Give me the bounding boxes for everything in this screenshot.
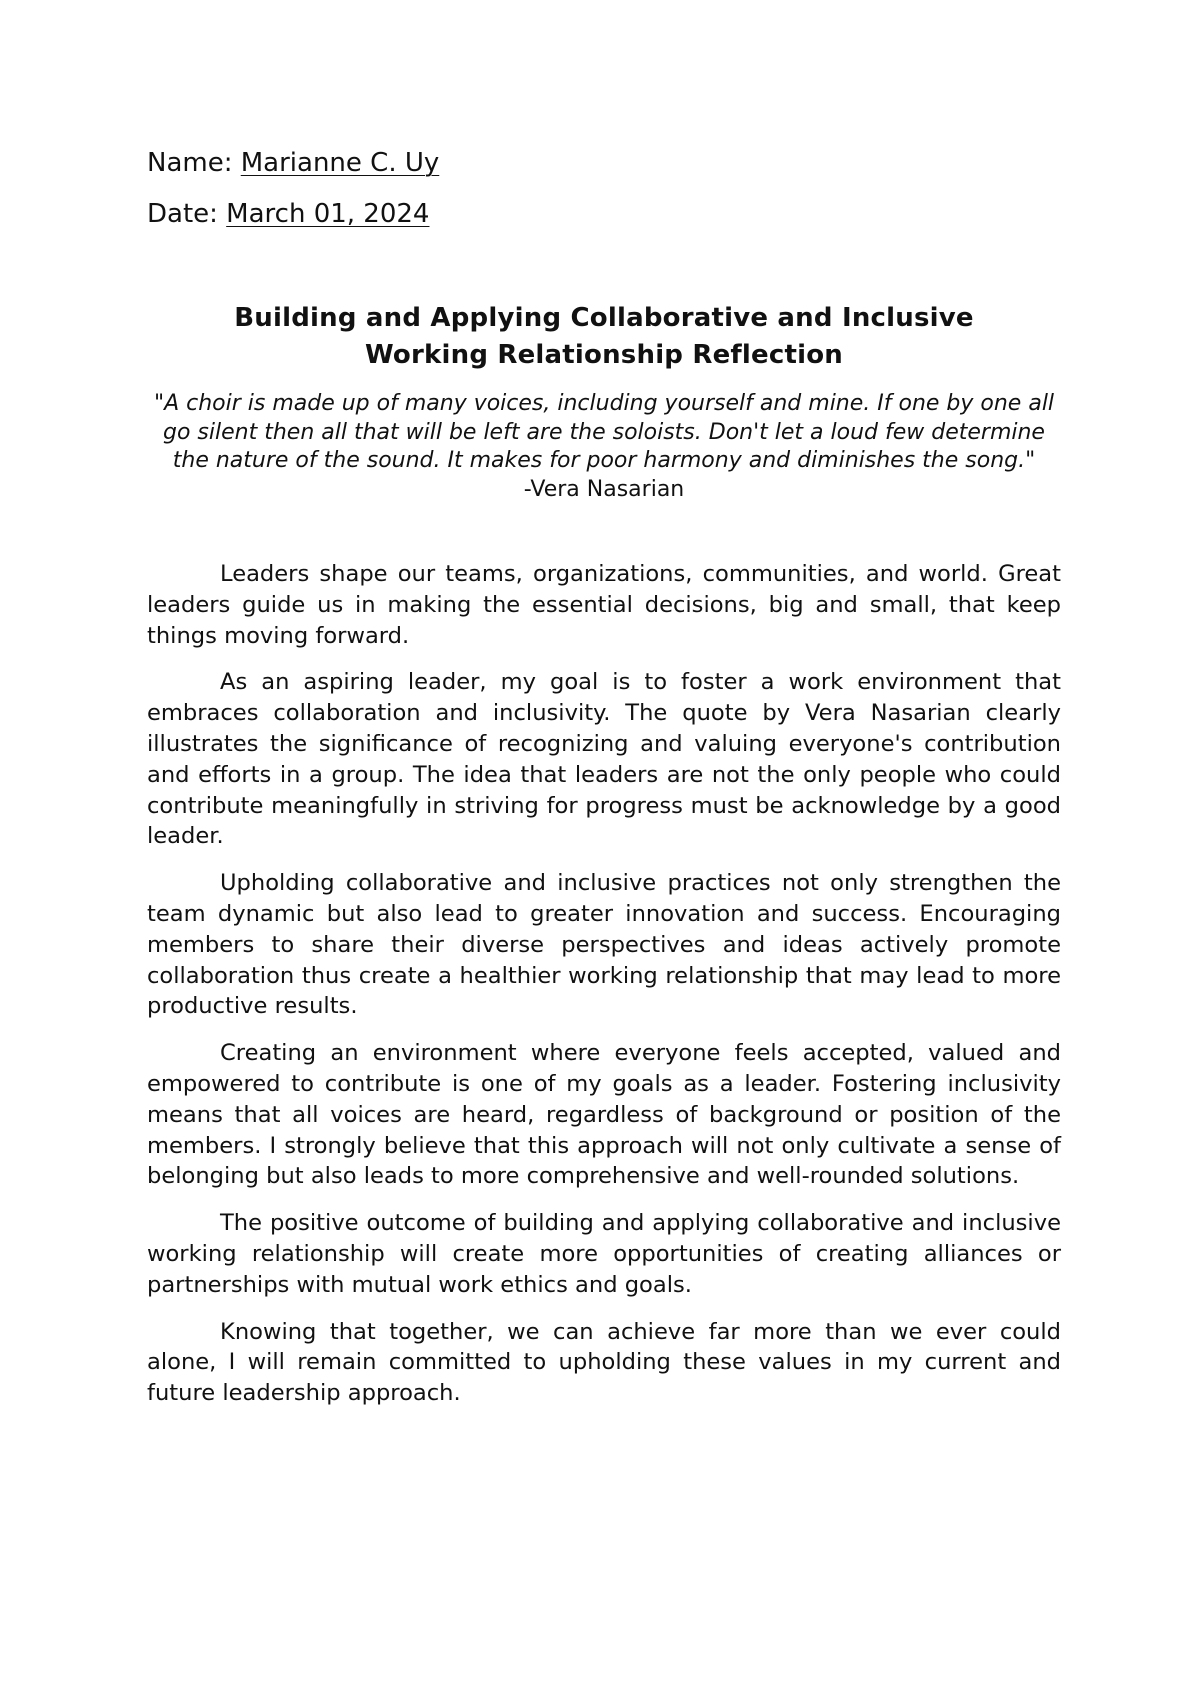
name-line bbox=[147, 146, 439, 180]
paragraph-3: Upholding collaborative and inclusive practices not only strengthen the team dynamic but also lead to greater innovation and success. Encouraging members to share their diverse perspectives and ideas actively promote collaboration thus create a healthier working relationship that may lead to more productive results. bbox=[147, 870, 1061, 1020]
quote-author: -Vera Nasarian bbox=[523, 476, 685, 502]
name-label: Name: bbox=[147, 148, 233, 178]
epigraph-quote bbox=[147, 390, 1061, 504]
paragraph-4: Creating an environment where everyone feels accepted, valued and empowered to contribute is one of my goals as a leader. Fostering inclusivity means that all voices are heard, regardless of background or position of the members. I strongly believe that this approach will not only cultivate a sense of belonging but also leads to more comprehensive and well-rounded solutions. bbox=[147, 1040, 1061, 1190]
quote-text: "A choir is made up of many voices, including yourself and mine. If one by one all go silent then all that will be left are the soloists. Don't let a loud few determine the nature of the sound. It makes for poor harmony and diminishes the song." bbox=[153, 391, 1055, 473]
date-line bbox=[147, 197, 429, 231]
paragraph-5: The positive outcome of building and applying collaborative and inclusive working relationship will create more opportunities of creating alliances or partnerships with mutual work ethics and goals. bbox=[147, 1210, 1061, 1298]
paragraph-6: Knowing that together, we can achieve far more than we ever could alone, I will remain committed to upholding these values in my current and future leadership approach. bbox=[147, 1318, 1061, 1407]
date-label: Date: bbox=[147, 199, 218, 229]
reflection-body bbox=[147, 559, 1061, 1425]
paragraph-1: Leaders shape our teams, organizations, communities, and world. Great leaders guide us in making the essential decisions, big and small, that keep things moving forward. bbox=[147, 561, 1061, 649]
document-title bbox=[147, 300, 1061, 374]
name-value: Marianne C. Uy bbox=[240, 148, 440, 178]
date-value: March 01, 2024 bbox=[226, 199, 430, 229]
title-line-2: Working Relationship Reflection bbox=[364, 340, 844, 370]
title-line-1: Building and Applying Collaborative and Inclusive bbox=[234, 303, 974, 333]
document-page bbox=[147, 0, 1061, 1696]
paragraph-2: As an aspiring leader, my goal is to foster a work environment that embraces collaboration and inclusivity. The quote by Vera Nasarian clearly illustrates the significance of recognizing and valuing everyone's contribution and efforts in a group. The idea that leaders are not the only people who could contribute meaningfully in striving for progress must be acknowledge by a good leader. bbox=[147, 669, 1061, 850]
